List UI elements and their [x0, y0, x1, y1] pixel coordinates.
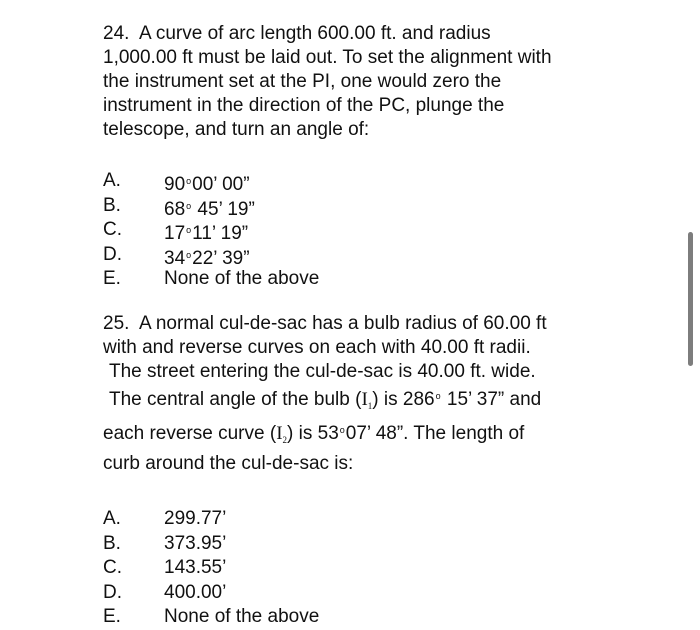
degrees-value: 90 [164, 174, 186, 195]
option-letter: E. [103, 268, 121, 289]
option-a [103, 507, 623, 532]
question-25 [103, 312, 623, 630]
degree-symbol: o [186, 249, 192, 260]
degree-symbol: o [339, 425, 345, 435]
option-c [103, 218, 623, 243]
degree-symbol: o [186, 176, 192, 186]
minutes-seconds: 11’ 19” [192, 223, 249, 244]
stem-line: 15’ 37” and [441, 389, 542, 410]
option-answer: None of the above [164, 268, 320, 289]
question-25-options [103, 507, 623, 630]
question-number: 25. [103, 313, 130, 334]
i-subscript: 1 [367, 401, 373, 411]
option-b [103, 532, 623, 557]
i-subscript: 2 [282, 435, 288, 445]
option-d [103, 581, 623, 606]
option-answer: 400.00’ [164, 581, 227, 603]
degree-symbol: o [435, 391, 441, 401]
option-e [103, 267, 623, 292]
stem-line: A curve of arc length 600.00 ft. and radius [138, 23, 491, 44]
minutes-seconds: 45’ 19” [192, 198, 255, 220]
stem-line: each reverse curve ( [103, 423, 277, 444]
option-answer: 143.55’ [164, 557, 227, 578]
option-answer: None of the above [164, 606, 320, 627]
option-letter: C. [103, 557, 122, 578]
question-24 [103, 22, 623, 292]
stem-line: ) is 53 [287, 423, 339, 444]
scrollbar-thumb[interactable] [688, 232, 693, 366]
option-letter: A. [103, 170, 121, 191]
option-letter: E. [103, 606, 121, 627]
question-25-stem [103, 312, 623, 476]
option-e [103, 605, 623, 630]
question-24-stem [103, 22, 623, 142]
degrees-value: 17 [164, 223, 186, 244]
stem-line: instrument in the direction of the PC, plunge the [103, 95, 505, 116]
option-b [103, 194, 623, 219]
stem-line: with and reverse curves on each with 40.00 ft radii. [103, 337, 531, 358]
option-letter: B. [103, 532, 121, 554]
degrees-value: 68 [164, 198, 186, 220]
question-24-options [103, 169, 623, 292]
stem-line: ) is 286 [372, 389, 435, 410]
option-letter: A. [103, 508, 121, 529]
stem-line: curb around the cul-de-sac is: [103, 453, 354, 474]
stem-line: The central angle of the bulb ( [109, 389, 362, 410]
option-answer [164, 243, 250, 268]
option-letter: C. [103, 219, 122, 240]
stem-line: 1,000.00 ft must be laid out. To set the alignment with [103, 47, 552, 68]
stem-line: the instrument set at the PI, one would zero the [103, 71, 502, 92]
stem-line: A normal cul-de-sac has a bulb radius of 60.00 ft [138, 313, 547, 334]
option-answer: 373.95’ [164, 532, 227, 554]
i-letter: I [276, 423, 283, 444]
option-letter: B. [103, 194, 121, 216]
stem-line: The street entering the cul-de-sac is 40.00 ft. wide. [109, 361, 536, 382]
i1-symbol [361, 389, 372, 410]
degrees-value: 34 [164, 247, 186, 269]
option-d [103, 243, 623, 268]
option-answer: 299.77’ [164, 508, 227, 529]
option-a [103, 169, 623, 194]
i-letter: I [361, 389, 368, 410]
degree-symbol: o [186, 200, 192, 211]
option-letter: D. [103, 243, 122, 265]
minutes-seconds: 22’ 39” [192, 247, 250, 269]
stem-line: telescope, and turn an angle of: [103, 119, 370, 140]
option-answer [164, 218, 248, 243]
option-c [103, 556, 623, 581]
degree-symbol: o [186, 225, 192, 235]
option-letter: D. [103, 581, 122, 603]
stem-line: 07’ 48”. The length of [345, 423, 525, 444]
i2-symbol [276, 423, 287, 444]
minutes-seconds: 00’ 00” [192, 174, 250, 195]
question-number: 24. [103, 23, 130, 44]
option-answer [164, 194, 255, 219]
option-answer [164, 169, 250, 194]
